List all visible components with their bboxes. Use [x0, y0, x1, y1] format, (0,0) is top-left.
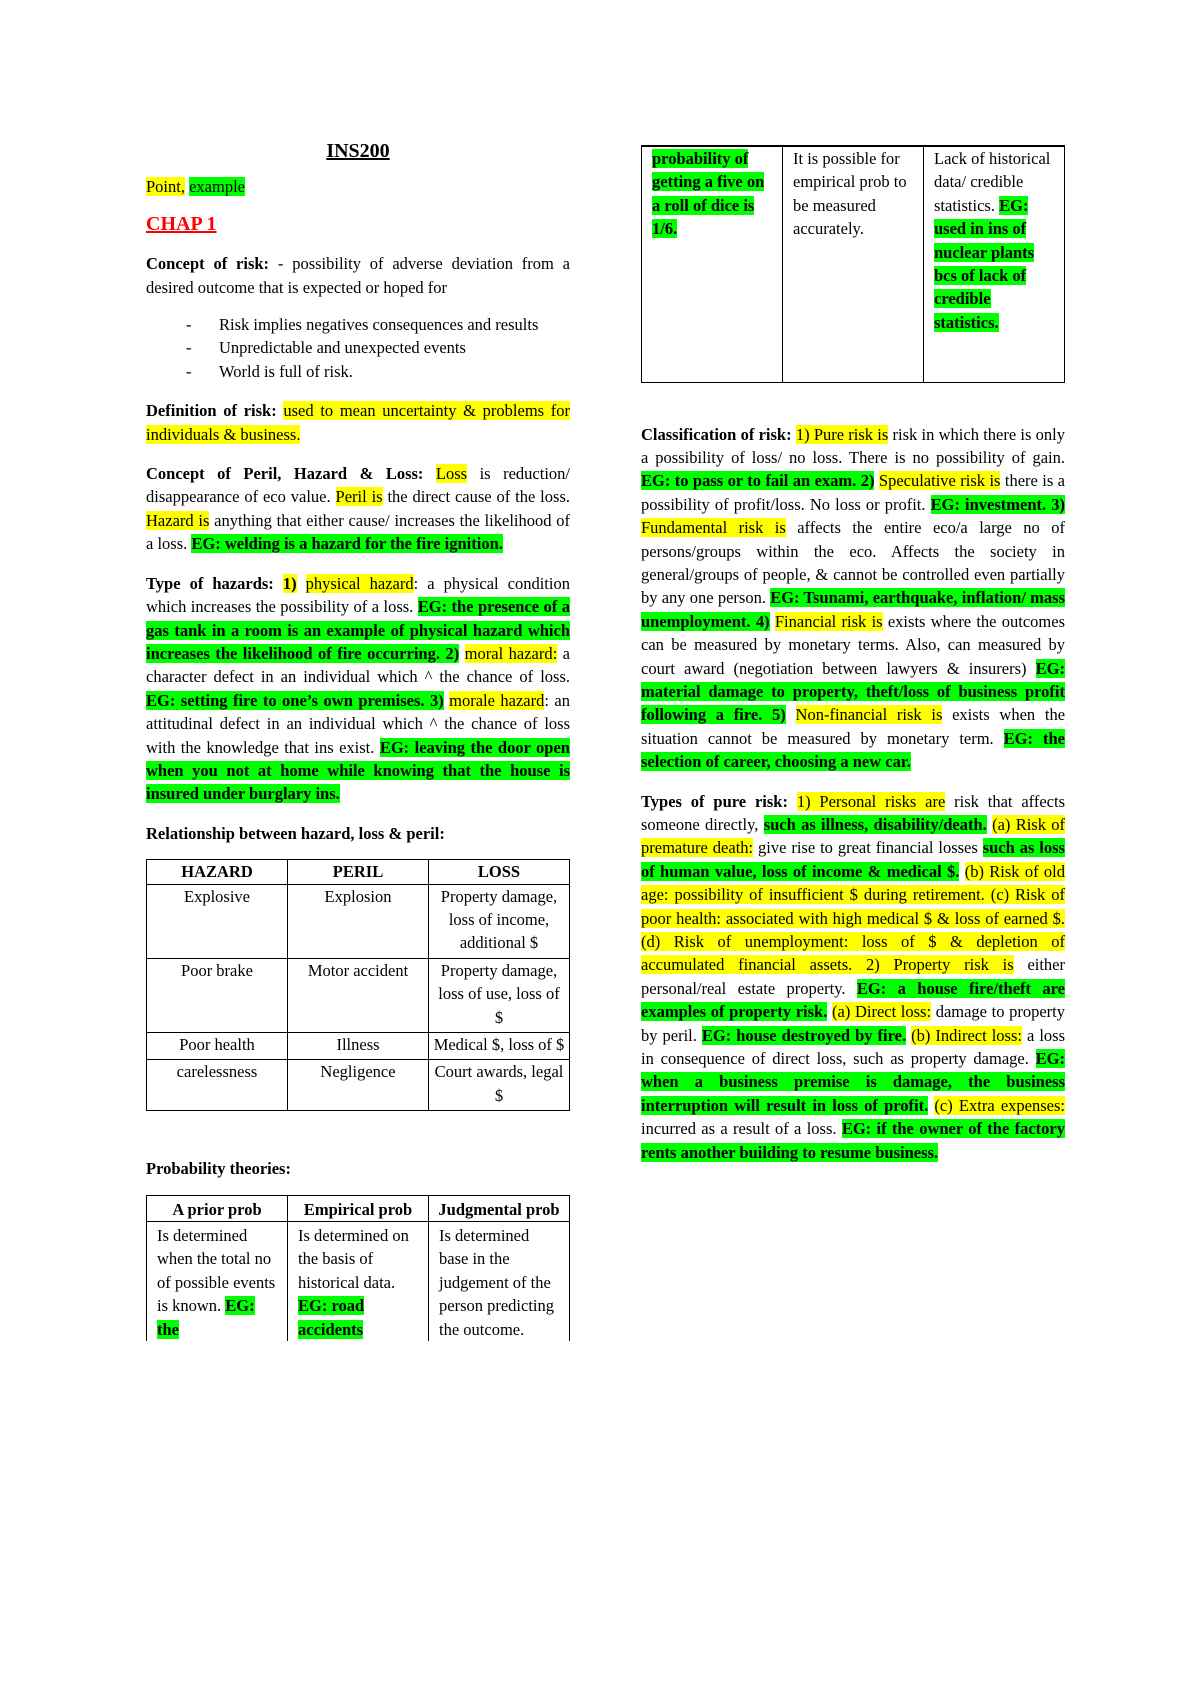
speculative-risk-example: EG: investment. 3)	[930, 494, 1065, 514]
probability-title-text: Probability theories:	[146, 1159, 291, 1179]
cell-example: probability of getting a five on a roll of dice is 1/6.	[652, 149, 765, 239]
phl-example: EG: welding is a hazard for the fire ignition.	[191, 534, 503, 554]
relationship-title	[146, 822, 570, 845]
cell-example: EG: road accidents	[298, 1296, 365, 1339]
cell-text: Lack of historical data/ credible statistics.	[934, 149, 1051, 215]
poor-health-term: (c) Risk of poor health:	[641, 885, 1065, 928]
premature-death-text: give rise to great financial losses	[753, 838, 983, 858]
unemployment-term: (d) Risk of unemployment:	[641, 932, 849, 952]
moral-hazard-example: EG: setting fire to one’s own premises. 3)	[146, 690, 444, 710]
cell-example: EG: the	[157, 1296, 255, 1339]
concept-of-risk	[146, 252, 570, 299]
speculative-risk-text: there is a possibility of profit/loss. No loss or profit.	[641, 471, 1065, 514]
pure-risk-example: EG: to pass or to fail an exam. 2)	[641, 471, 875, 491]
moral-hazard-term: moral hazard:	[464, 643, 558, 663]
non-financial-risk-example: EG: the selection of career, choosing a new car.	[641, 728, 1065, 772]
unemployment-text: loss of $ & depletion of accumulated financial assets.	[641, 932, 1065, 975]
table-cell	[924, 146, 1065, 382]
header-peril: PERIL	[288, 860, 429, 884]
table-cell	[147, 1222, 288, 1342]
table-cell: Property damage, loss of income, additional $	[429, 884, 570, 958]
highlight-legend	[146, 175, 570, 198]
non-financial-risk-text: exists when the situation cannot be measured by monetary term.	[641, 705, 1066, 748]
table-cell: It is possible for empirical prob to be measured accurately.	[783, 146, 924, 382]
loss-term: Loss	[435, 464, 468, 484]
table-cell: Illness	[288, 1033, 429, 1060]
probability-table	[146, 1195, 570, 1341]
table-cell: Medical $, loss of $	[429, 1033, 570, 1060]
direct-loss-example: EG: house destroyed by fire.	[701, 1025, 907, 1045]
financial-risk-term: Financial risk is	[774, 611, 883, 631]
direct-loss-term: (a) Direct loss:	[832, 1002, 932, 1022]
legend-example: example	[189, 177, 245, 197]
pure-risk-term: 1) Pure risk is	[795, 424, 889, 444]
relationship-title-text: Relationship between hazard, loss & peril:	[146, 823, 445, 843]
pure-risk-label: Types of pure risk:	[641, 791, 788, 811]
cell-text: Is determined when the total no of possible events is known.	[157, 1226, 276, 1316]
table-row	[147, 884, 570, 958]
phl-label: Concept of Peril, Hazard & Loss:	[146, 464, 424, 484]
fundamental-risk-example: EG: Tsunami, earthquake, inflation/ mass unemployment. 4)	[641, 588, 1065, 631]
list-item: - Unpredictable and unexpected events	[146, 336, 570, 359]
risk-bullet-list	[146, 313, 570, 383]
concept-of-risk-text: - possibility of adverse deviation from a desired outcome that is expected or hoped for	[146, 254, 571, 297]
list-item: - Risk implies negatives consequences and results	[146, 313, 570, 336]
table-cell: Poor health	[147, 1033, 288, 1060]
extra-expenses-term: (c) Extra expenses:	[934, 1095, 1065, 1115]
hazard-text: anything that either cause/ increases the likelihood of a loss.	[146, 510, 570, 554]
header-loss: LOSS	[429, 860, 570, 884]
table-header-row	[147, 1195, 570, 1221]
table-cell	[642, 146, 783, 382]
old-age-term: (b) Risk of old age:	[641, 861, 1065, 905]
poor-health-text: associated with high medical $ & loss of earned $.	[721, 908, 1065, 928]
table-cell	[288, 1222, 429, 1342]
physical-hazard-term: physical hazard	[305, 573, 414, 593]
fundamental-risk-text: affects the entire eco/a large no of persons/groups within the eco. Affects the society in general/groups of people, & cannot be controlled even partially by any one person.	[641, 518, 1065, 608]
property-risk-term: 2) Property risk is	[866, 955, 1014, 975]
table-row	[642, 146, 1065, 382]
type-of-hazards	[146, 572, 570, 806]
concept-of-risk-label: Concept of risk:	[146, 254, 270, 274]
list-item: - World is full of risk.	[146, 360, 570, 383]
property-risk-text: either personal/real estate property.	[641, 955, 1066, 998]
indirect-loss-example: EG: when a business premise is damage, the business interruption will result in loss of profit.	[641, 1049, 1065, 1115]
extra-expenses-example: EG: if the owner of the factory rents another building to resume business.	[641, 1119, 1065, 1162]
table-cell: Motor accident	[288, 958, 429, 1032]
relationship-table	[146, 859, 570, 1111]
financial-risk-text: exists where the outcomes can be measured by monetary terms. Also, can measured by court award (negotiation between lawyers & insurers)	[641, 611, 1065, 678]
types-of-pure-risk	[641, 790, 1065, 1165]
physical-hazard-text: : a physical condition which increases the possibility of a loss.	[146, 573, 570, 617]
header-empirical: Empirical prob	[288, 1195, 429, 1221]
probability-table-continued	[641, 145, 1065, 383]
direct-loss-text: damage to property by peril.	[641, 1002, 1065, 1045]
table-cell: Negligence	[288, 1060, 429, 1111]
left-column	[146, 140, 570, 1341]
property-risk-example: EG: a house fire/theft are examples of property risk.	[641, 978, 1066, 1022]
table-header-row	[147, 860, 570, 884]
table-cell: Is determined base in the judgement of the person predicting the outcome.	[429, 1222, 570, 1342]
classification-of-risk	[641, 423, 1065, 774]
table-row	[147, 1033, 570, 1060]
loss-text: is reduction/ disappearance of eco value.	[146, 464, 570, 507]
indirect-loss-text: a loss in consequence of direct loss, such as property damage.	[641, 1025, 1066, 1069]
personal-risk-term: 1) Personal risks are	[796, 791, 946, 811]
header-judgmental: Judgmental prob	[429, 1195, 570, 1221]
header-a-prior: A prior prob	[147, 1195, 288, 1221]
old-age-text: possibility of insufficient $ during retirement.	[668, 885, 991, 905]
peril-term: Peril is	[335, 487, 383, 507]
table-cell: Property damage, loss of use, loss of $	[429, 958, 570, 1032]
hazard-num-1: 1)	[282, 573, 297, 593]
morale-hazard-example: EG: leaving the door open when you not at home while knowing that the house is insured under burglary ins.	[146, 737, 570, 804]
table-cell: Explosion	[288, 884, 429, 958]
non-financial-risk-term: Non-financial risk is	[795, 705, 943, 725]
financial-risk-example: EG: material damage to property, theft/loss of business profit following a fire. 5)	[641, 658, 1065, 725]
personal-risk-text: risk that affects someone directly,	[641, 791, 1065, 834]
moral-hazard-text: a character defect in an individual which ^ the chance of loss.	[146, 643, 570, 687]
peril-text: the direct cause of the loss.	[382, 487, 570, 507]
morale-hazard-term: morale hazard	[449, 690, 545, 710]
table-cell: Poor brake	[147, 958, 288, 1032]
table-cell: carelessness	[147, 1060, 288, 1111]
cell-text: Is determined on the basis of historical data.	[298, 1226, 409, 1292]
fundamental-risk-term: Fundamental risk is	[641, 518, 786, 538]
cell-example: EG: used in ins of nuclear plants bcs of lack of credible statistics.	[934, 195, 1035, 332]
hazards-label: Type of hazards:	[146, 573, 274, 593]
chapter-heading: CHAP 1	[146, 212, 217, 235]
definition-label: Definition of risk:	[146, 401, 277, 421]
hazard-term: Hazard is	[146, 510, 210, 530]
classification-label: Classification of risk:	[641, 424, 792, 444]
table-cell: Court awards, legal $	[429, 1060, 570, 1111]
table-cell: Explosive	[147, 884, 288, 958]
speculative-risk-term: Speculative risk is	[878, 471, 1001, 491]
definition-of-risk	[146, 399, 570, 446]
indirect-loss-term: (b) Indirect loss:	[911, 1025, 1022, 1045]
right-column	[641, 145, 1065, 1164]
table-row	[147, 1222, 570, 1342]
pure-risk-text: risk in which there is only a possibility of loss/ no loss. There is no possibility of gain.	[641, 424, 1065, 467]
table-row	[147, 958, 570, 1032]
probability-title	[146, 1157, 570, 1180]
premature-death-term: (a) Risk of premature death:	[641, 815, 1065, 858]
legend-point: Point,	[146, 177, 185, 197]
morale-hazard-text: : an attitudinal defect in an individual which ^ the chance of loss with the knowledge that ins exist.	[146, 690, 570, 757]
physical-hazard-example: EG: the presence of a gas tank in a room is an example of physical hazard which increases the likelihood of fire occurring. 2)	[146, 597, 570, 663]
definition-text: used to mean uncertainty & problems for individuals & business.	[146, 401, 570, 444]
premature-death-example: such as loss of human value, loss of income & medical $.	[641, 838, 1065, 881]
document-title: INS200	[326, 140, 390, 162]
table-row	[147, 1060, 570, 1111]
peril-hazard-loss	[146, 462, 570, 556]
personal-risk-example: such as illness, disability/death.	[763, 815, 987, 834]
header-hazard: HAZARD	[147, 860, 288, 884]
extra-expenses-text: incurred as a result of a loss.	[641, 1119, 842, 1139]
